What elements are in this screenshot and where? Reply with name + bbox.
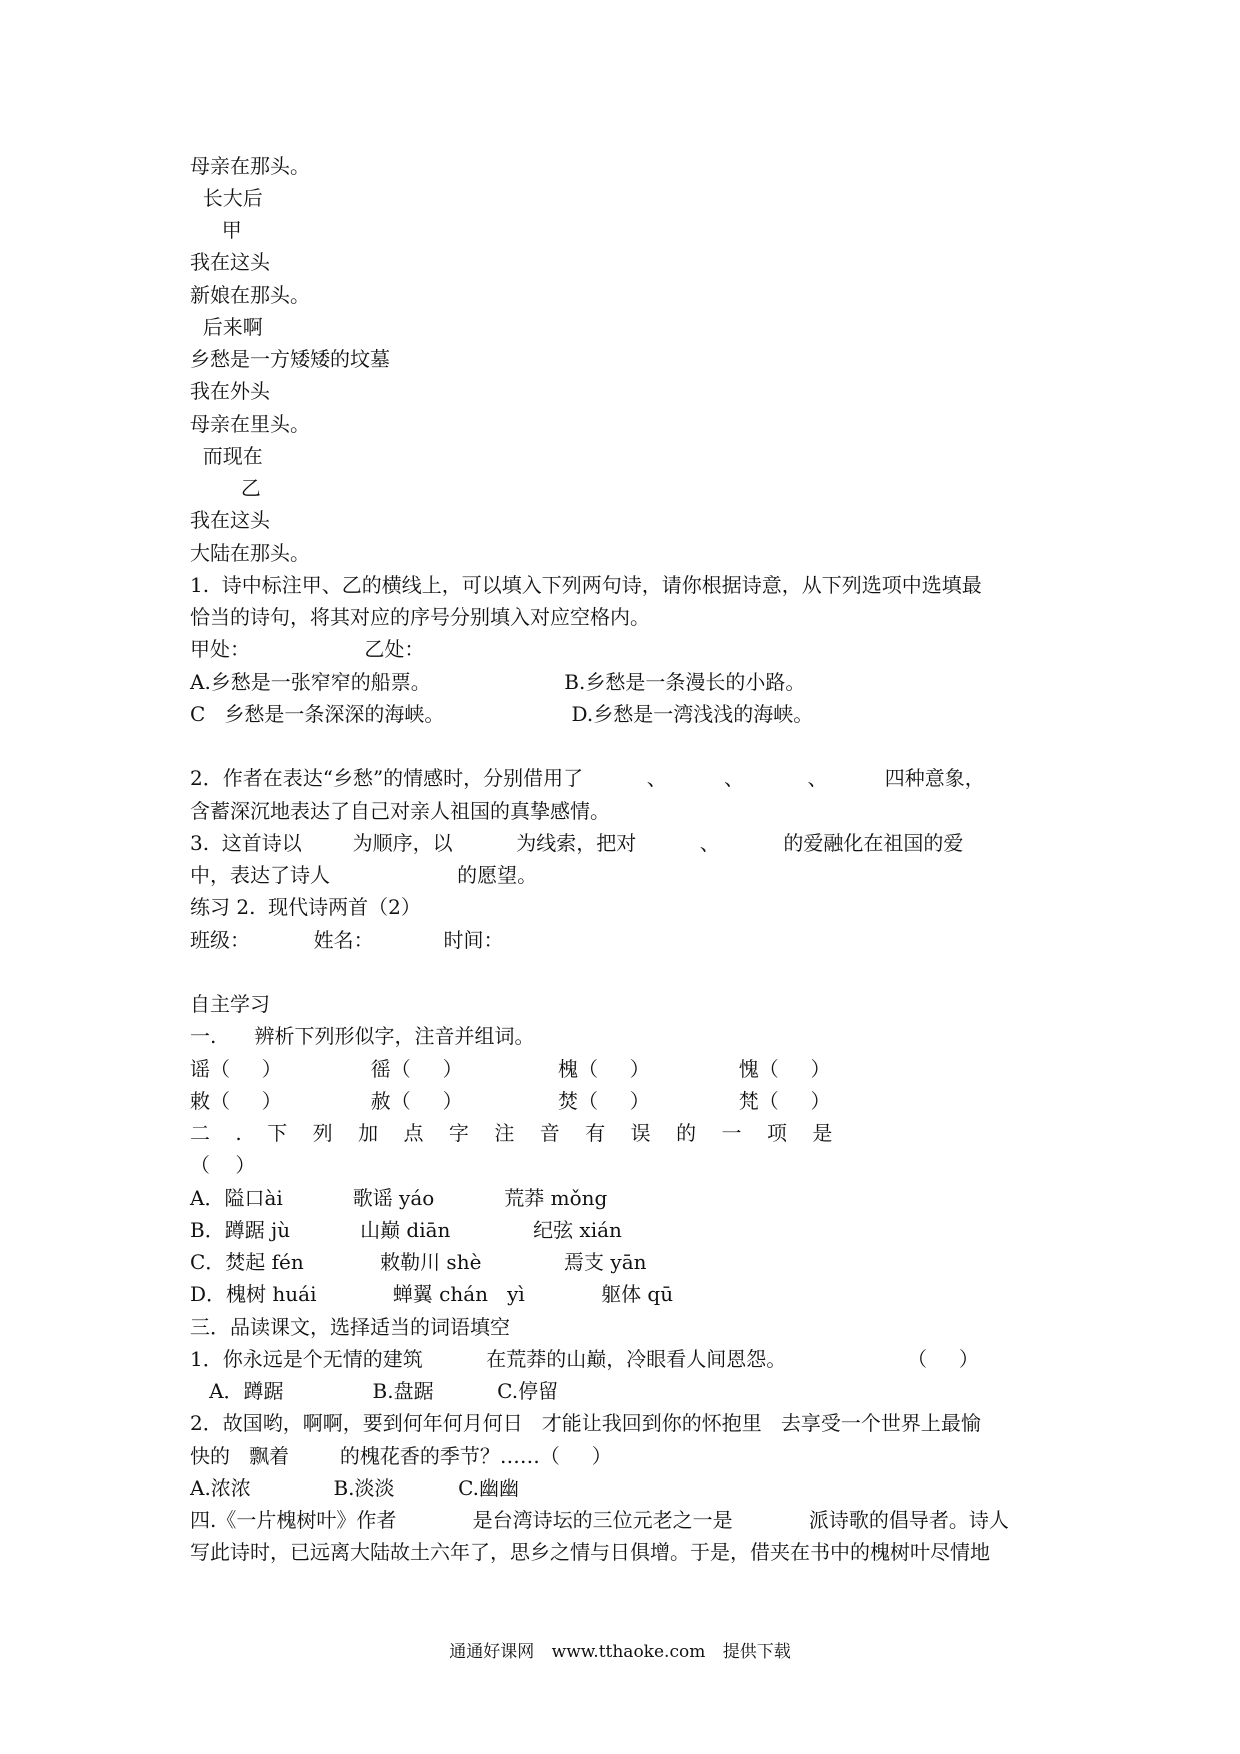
question-1-options: C 乡愁是一条深深的海峡。 D.乡愁是一湾浅浅的海峡。 <box>190 702 814 726</box>
question-1-blanks: 甲处： 乙处： <box>190 637 425 661</box>
section-2-title: 二 . 下 列 加 点 字 注 音 有 误 的 一 项 是 <box>190 1121 833 1145</box>
option-d: D．槐树 huái 蝉翼 chán yì 躯体 qū <box>190 1282 674 1306</box>
poem-line: 我在外头 <box>190 379 270 403</box>
section-3-question-2-options: A.浓浓 B.淡淡 C.幽幽 <box>190 1476 520 1500</box>
poem-line: 新娘在那头。 <box>190 283 310 307</box>
character-row: 敕（ ） 赦（ ） 焚（ ） 梵（ ） <box>190 1089 831 1113</box>
poem-line: 后来啊 <box>190 315 263 339</box>
question-1-options: A.乡愁是一张窄窄的船票。 B.乡愁是一条漫长的小路。 <box>190 670 806 694</box>
question-2-text: 含蓄深沉地表达了自己对亲人祖国的真挚感情。 <box>190 799 610 823</box>
question-3-text: 中，表达了诗人 的愿望。 <box>190 863 538 887</box>
section-3-question-2: 2．故国哟，啊啊，要到何年何月何日 才能让我回到你的怀抱里 去享受一个世界上最愉 <box>190 1411 981 1435</box>
section-1-title: 一. 辨析下列形似字，注音并组词。 <box>190 1024 535 1048</box>
question-1-text: 恰当的诗句，将其对应的序号分别填入对应空格内。 <box>190 605 650 629</box>
footer-url: www.tthaoke.com <box>551 1642 706 1662</box>
poem-line: 大陆在那头。 <box>190 541 310 565</box>
option-b: B．蹲踞 jù 山巅 diān 纪弦 xián <box>190 1218 622 1242</box>
option-a: A．隘口ài 歌谣 yáo 荒莽 mǒng <box>190 1186 608 1210</box>
question-3-text: 3. 这首诗以 为顺序，以 为线索，把对 、 的爱融化在祖国的爱 <box>190 831 964 855</box>
poem-line: 乙 <box>190 476 261 500</box>
section-3-question-1-options: A．蹲踞 B.盘踞 C.停留 <box>190 1379 559 1403</box>
character-row: 谣（ ） 徭（ ） 槐（ ） 愧（ ） <box>190 1057 831 1081</box>
answer-bracket: （ ） <box>190 1153 256 1177</box>
section-3-question-2: 快的 飘着 的槐花香的季节？……（ ） <box>190 1444 612 1468</box>
section-3-title: 三．品读课文，选择适当的词语填空 <box>190 1315 510 1339</box>
question-2-text: 2．作者在表达“乡愁”的情感时，分别借用了 、 、 、 四种意象， <box>190 766 985 790</box>
section-4-text: 四.《一片槐树叶》作者 是台湾诗坛的三位元老之一是 派诗歌的倡导者。诗人 <box>190 1508 1009 1532</box>
poem-line: 母亲在那头。 <box>190 154 310 178</box>
poem-line: 而现在 <box>190 444 263 468</box>
section-4-text: 写此诗时，已远离大陆故土六年了，思乡之情与日俱增。于是，借夹在书中的槐树叶尽情地 <box>190 1540 990 1564</box>
exercise-title: 练习 2. 现代诗两首（2） <box>190 895 421 919</box>
poem-line: 我在这头 <box>190 250 270 274</box>
poem-line: 甲 <box>190 218 242 242</box>
page-footer <box>0 1637 1240 1662</box>
poem-line: 我在这头 <box>190 508 270 532</box>
section-3-question-1: 1．你永远是个无情的建筑 在荒莽的山巅，冷眼看人间恩怨。 （ ） <box>190 1347 979 1371</box>
option-c: C．焚起 fén 敕勒川 shè 焉支 yān <box>190 1250 647 1274</box>
footer-site-name: 通通好课网 <box>449 1642 535 1662</box>
poem-line: 长大后 <box>190 186 263 210</box>
question-1-text: 1. 诗中标注甲、乙的横线上，可以填入下列两句诗，请你根据诗意，从下列选项中选填最 <box>190 573 982 597</box>
poem-line: 乡愁是一方矮矮的坟墓 <box>190 347 390 371</box>
student-info-line: 班级： 姓名： 时间： <box>190 928 504 952</box>
poem-line: 母亲在里头。 <box>190 412 310 436</box>
section-heading: 自主学习 <box>190 992 270 1016</box>
footer-note: 提供下载 <box>722 1642 791 1662</box>
